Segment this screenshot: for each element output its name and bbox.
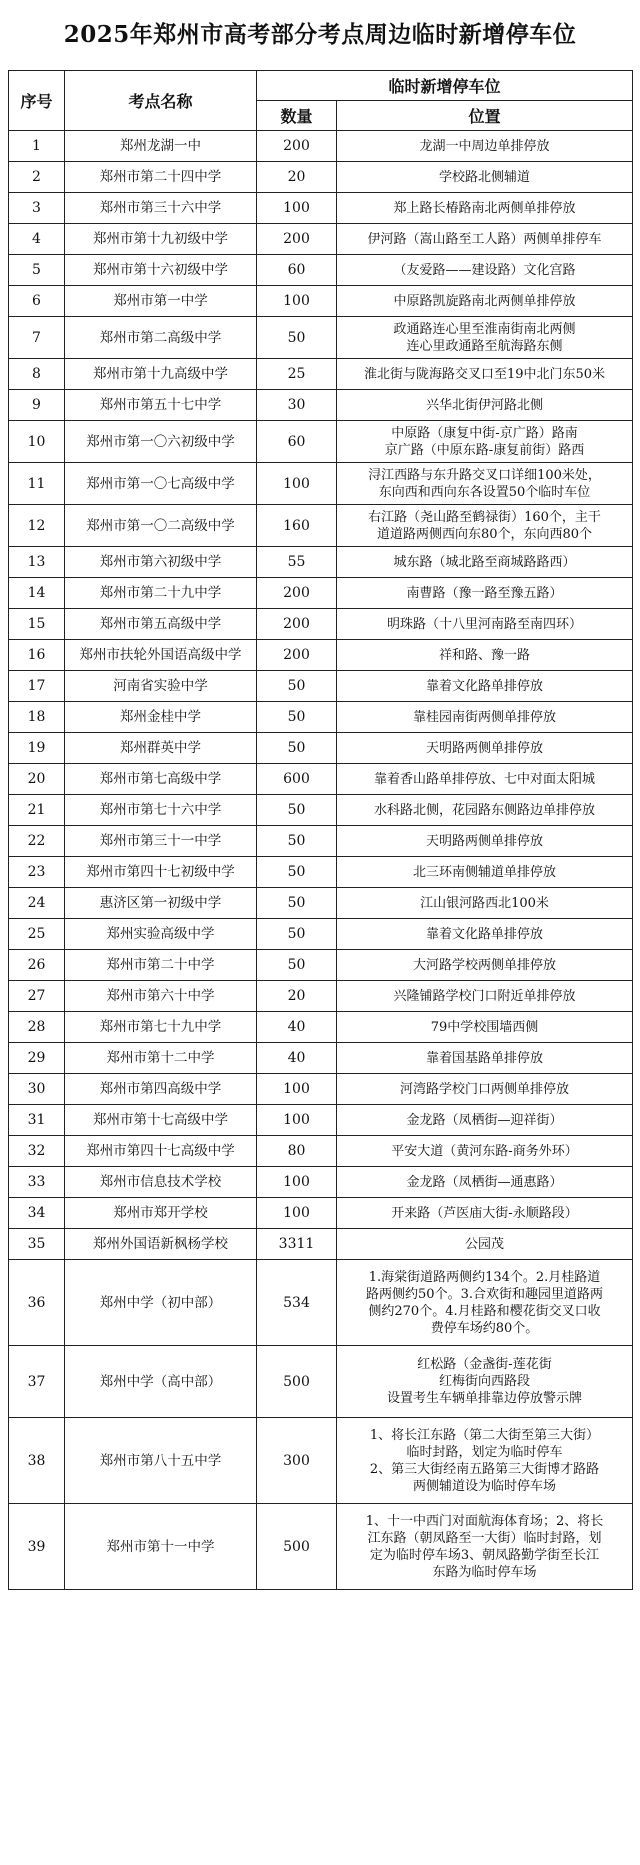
exam-site-name: 郑州市第一〇二高级中学 xyxy=(65,505,257,547)
exam-site-name: 郑州市第二十九中学 xyxy=(65,578,257,609)
parking-count: 50 xyxy=(257,317,337,359)
parking-count: 100 xyxy=(257,193,337,224)
exam-site-name: 郑州市第十一中学 xyxy=(65,1504,257,1590)
parking-count: 3311 xyxy=(257,1229,337,1260)
exam-site-name: 郑州市第四十七初级中学 xyxy=(65,857,257,888)
table-row xyxy=(9,671,633,702)
parking-count: 20 xyxy=(257,162,337,193)
parking-count: 50 xyxy=(257,888,337,919)
row-index: 8 xyxy=(9,359,65,390)
parking-location: 城东路（城北路至商城路路西） xyxy=(337,547,633,578)
table-row xyxy=(9,640,633,671)
row-index: 7 xyxy=(9,317,65,359)
row-index: 21 xyxy=(9,795,65,826)
table-row xyxy=(9,1229,633,1260)
parking-location: 明珠路（十八里河南路至南四环） xyxy=(337,609,633,640)
table-row xyxy=(9,857,633,888)
exam-site-name: 郑州市第十九高级中学 xyxy=(65,359,257,390)
table-row xyxy=(9,224,633,255)
row-index: 16 xyxy=(9,640,65,671)
parking-location: 金龙路（凤栖街—迎祥街） xyxy=(337,1105,633,1136)
exam-site-name: 郑州市第八十五中学 xyxy=(65,1418,257,1504)
table-row xyxy=(9,547,633,578)
table-row xyxy=(9,795,633,826)
exam-site-name: 郑州市第五十七中学 xyxy=(65,390,257,421)
parking-count: 50 xyxy=(257,795,337,826)
parking-count: 160 xyxy=(257,505,337,547)
row-index: 34 xyxy=(9,1198,65,1229)
table-row xyxy=(9,1105,633,1136)
row-index: 14 xyxy=(9,578,65,609)
header-name: 考点名称 xyxy=(65,71,257,131)
parking-location: 中原路（康复中街-京广路）路南 京广路（中原东路-康复前街）路西 xyxy=(337,421,633,463)
table-row xyxy=(9,1043,633,1074)
table-row xyxy=(9,733,633,764)
exam-site-name: 郑州市第二高级中学 xyxy=(65,317,257,359)
row-index: 17 xyxy=(9,671,65,702)
parking-location: 天明路两侧单排停放 xyxy=(337,826,633,857)
parking-count: 200 xyxy=(257,224,337,255)
parking-count: 100 xyxy=(257,1105,337,1136)
row-index: 26 xyxy=(9,950,65,981)
row-index: 30 xyxy=(9,1074,65,1105)
parking-location: 靠着文化路单排停放 xyxy=(337,919,633,950)
parking-location: 政通路连心里至淮南街南北两侧 连心里政通路至航海路东侧 xyxy=(337,317,633,359)
exam-site-name: 郑州市第三十一中学 xyxy=(65,826,257,857)
table-row xyxy=(9,390,633,421)
parking-location: 79中学校围墙西侧 xyxy=(337,1012,633,1043)
parking-count: 600 xyxy=(257,764,337,795)
row-index: 27 xyxy=(9,981,65,1012)
row-index: 4 xyxy=(9,224,65,255)
header-location: 位置 xyxy=(337,101,633,131)
row-index: 1 xyxy=(9,131,65,162)
exam-site-name: 郑州市扶轮外国语高级中学 xyxy=(65,640,257,671)
row-index: 13 xyxy=(9,547,65,578)
parking-count: 50 xyxy=(257,919,337,950)
table-row xyxy=(9,1346,633,1418)
parking-location: 伊河路（嵩山路至工人路）两侧单排停车 xyxy=(337,224,633,255)
header-count: 数量 xyxy=(257,101,337,131)
table-row xyxy=(9,919,633,950)
row-index: 2 xyxy=(9,162,65,193)
exam-site-name: 郑州市第十九初级中学 xyxy=(65,224,257,255)
exam-site-name: 郑州中学（初中部） xyxy=(65,1260,257,1346)
parking-location: 郑上路长椿路南北两侧单排停放 xyxy=(337,193,633,224)
parking-location: 靠着文化路单排停放 xyxy=(337,671,633,702)
row-index: 5 xyxy=(9,255,65,286)
parking-location: 淮北街与陇海路交叉口至19中北门东50米 xyxy=(337,359,633,390)
row-index: 38 xyxy=(9,1418,65,1504)
parking-location: 右江路（尧山路至鹤禄街）160个，主干 道道路两侧西向东80个，东向西80个 xyxy=(337,505,633,547)
table-row xyxy=(9,826,633,857)
parking-count: 80 xyxy=(257,1136,337,1167)
parking-location: 平安大道（黄河东路-商务外环） xyxy=(337,1136,633,1167)
table-row xyxy=(9,1418,633,1504)
exam-site-name: 郑州市第一〇六初级中学 xyxy=(65,421,257,463)
table-row xyxy=(9,1136,633,1167)
parking-location: 中原路凯旋路南北两侧单排停放 xyxy=(337,286,633,317)
parking-location: 靠着香山路单排停放、七中对面太阳城 xyxy=(337,764,633,795)
parking-count: 200 xyxy=(257,640,337,671)
exam-site-name: 河南省实验中学 xyxy=(65,671,257,702)
row-index: 23 xyxy=(9,857,65,888)
parking-location: 浔江西路与东升路交叉口详细100米处， 东向西和西向东各设置50个临时车位 xyxy=(337,463,633,505)
exam-site-name: 郑州实验高级中学 xyxy=(65,919,257,950)
table-row xyxy=(9,1074,633,1105)
table-row xyxy=(9,359,633,390)
table-row xyxy=(9,981,633,1012)
parking-location: （友爱路——建设路）文化宫路 xyxy=(337,255,633,286)
exam-site-name: 郑州市第五高级中学 xyxy=(65,609,257,640)
exam-site-name: 郑州市第四十七高级中学 xyxy=(65,1136,257,1167)
table-row xyxy=(9,131,633,162)
parking-count: 100 xyxy=(257,1167,337,1198)
parking-count: 100 xyxy=(257,1198,337,1229)
parking-count: 60 xyxy=(257,255,337,286)
parking-location: 金龙路（凤栖街—通惠路） xyxy=(337,1167,633,1198)
table-row xyxy=(9,193,633,224)
parking-location: 靠桂园南街两侧单排停放 xyxy=(337,702,633,733)
parking-location: 学校路北侧辅道 xyxy=(337,162,633,193)
row-index: 11 xyxy=(9,463,65,505)
parking-count: 300 xyxy=(257,1418,337,1504)
exam-site-name: 郑州市第十六初级中学 xyxy=(65,255,257,286)
exam-site-name: 郑州市第七高级中学 xyxy=(65,764,257,795)
row-index: 31 xyxy=(9,1105,65,1136)
parking-count: 40 xyxy=(257,1043,337,1074)
parking-location: 龙湖一中周边单排停放 xyxy=(337,131,633,162)
exam-site-name: 郑州市信息技术学校 xyxy=(65,1167,257,1198)
row-index: 25 xyxy=(9,919,65,950)
parking-location: 河湾路学校门口两侧单排停放 xyxy=(337,1074,633,1105)
parking-count: 50 xyxy=(257,702,337,733)
row-index: 15 xyxy=(9,609,65,640)
parking-count: 20 xyxy=(257,981,337,1012)
exam-site-name: 郑州金桂中学 xyxy=(65,702,257,733)
parking-location: 江山银河路西北100米 xyxy=(337,888,633,919)
parking-location: 天明路两侧单排停放 xyxy=(337,733,633,764)
row-index: 29 xyxy=(9,1043,65,1074)
table-row xyxy=(9,317,633,359)
exam-site-name: 郑州市第四高级中学 xyxy=(65,1074,257,1105)
exam-site-name: 郑州群英中学 xyxy=(65,733,257,764)
table-row xyxy=(9,702,633,733)
parking-count: 100 xyxy=(257,286,337,317)
row-index: 22 xyxy=(9,826,65,857)
exam-site-name: 惠济区第一初级中学 xyxy=(65,888,257,919)
row-index: 6 xyxy=(9,286,65,317)
page-title: 2025年郑州市高考部分考点周边临时新增停车位 xyxy=(63,21,577,48)
row-index: 24 xyxy=(9,888,65,919)
parking-count: 50 xyxy=(257,826,337,857)
table-row xyxy=(9,578,633,609)
table-row xyxy=(9,1198,633,1229)
table-row xyxy=(9,1167,633,1198)
parking-count: 25 xyxy=(257,359,337,390)
parking-count: 50 xyxy=(257,950,337,981)
table-row xyxy=(9,505,633,547)
parking-location: 红松路（金盏街-莲花街 红梅街向西路段 设置考生车辆单排靠边停放警示牌 xyxy=(337,1346,633,1418)
parking-location: 1.海棠街道路两侧约134个。2.月桂路道 路两侧约50个。3.合欢街和趣园里道路两 侧约270个。4.月桂路和樱花街交叉口收 费停车场约80个。 xyxy=(337,1260,633,1346)
parking-count: 40 xyxy=(257,1012,337,1043)
parking-count: 200 xyxy=(257,131,337,162)
parking-table xyxy=(8,70,633,1590)
parking-location: 南曹路（豫一路至豫五路） xyxy=(337,578,633,609)
parking-location: 大河路学校两侧单排停放 xyxy=(337,950,633,981)
table-row xyxy=(9,888,633,919)
parking-count: 200 xyxy=(257,578,337,609)
header-group: 临时新增停车位 xyxy=(257,71,633,101)
row-index: 20 xyxy=(9,764,65,795)
parking-count: 200 xyxy=(257,609,337,640)
row-index: 12 xyxy=(9,505,65,547)
row-index: 37 xyxy=(9,1346,65,1418)
exam-site-name: 郑州龙湖一中 xyxy=(65,131,257,162)
table-row xyxy=(9,162,633,193)
table-row xyxy=(9,463,633,505)
parking-location: 北三环南侧辅道单排停放 xyxy=(337,857,633,888)
exam-site-name: 郑州市第六初级中学 xyxy=(65,547,257,578)
parking-count: 50 xyxy=(257,857,337,888)
parking-count: 50 xyxy=(257,671,337,702)
row-index: 9 xyxy=(9,390,65,421)
exam-site-name: 郑州市第七十六中学 xyxy=(65,795,257,826)
row-index: 33 xyxy=(9,1167,65,1198)
parking-location: 公园茂 xyxy=(337,1229,633,1260)
parking-location: 1、将长江东路（第二大街至第三大街） 临时封路，划定为临时停车 2、第三大街经南五路第三大街博才路路 两侧辅道设为临时停车场 xyxy=(337,1418,633,1504)
table-row xyxy=(9,421,633,463)
exam-site-name: 郑州市第一〇七高级中学 xyxy=(65,463,257,505)
row-index: 10 xyxy=(9,421,65,463)
parking-location: 兴隆铺路学校门口附近单排停放 xyxy=(337,981,633,1012)
parking-count: 30 xyxy=(257,390,337,421)
parking-location: 祥和路、豫一路 xyxy=(337,640,633,671)
row-index: 19 xyxy=(9,733,65,764)
exam-site-name: 郑州外国语新枫杨学校 xyxy=(65,1229,257,1260)
table-row xyxy=(9,1012,633,1043)
parking-location: 靠着国基路单排停放 xyxy=(337,1043,633,1074)
row-index: 3 xyxy=(9,193,65,224)
exam-site-name: 郑州市郑开学校 xyxy=(65,1198,257,1229)
parking-count: 60 xyxy=(257,421,337,463)
exam-site-name: 郑州市第六十中学 xyxy=(65,981,257,1012)
parking-location: 1、十一中西门对面航海体育场；2、将长 江东路（朝凤路至一大街）临时封路，划 定为临时停车场3、朝凤路勤学街至长江 东路为临时停车场 xyxy=(337,1504,633,1590)
row-index: 28 xyxy=(9,1012,65,1043)
row-index: 32 xyxy=(9,1136,65,1167)
header-index: 序号 xyxy=(9,71,65,131)
exam-site-name: 郑州市第二十中学 xyxy=(65,950,257,981)
parking-count: 534 xyxy=(257,1260,337,1346)
parking-count: 50 xyxy=(257,733,337,764)
parking-count: 100 xyxy=(257,1074,337,1105)
exam-site-name: 郑州市第一中学 xyxy=(65,286,257,317)
table-row xyxy=(9,286,633,317)
exam-site-name: 郑州市第三十六中学 xyxy=(65,193,257,224)
row-index: 35 xyxy=(9,1229,65,1260)
exam-site-name: 郑州市第十二中学 xyxy=(65,1043,257,1074)
exam-site-name: 郑州中学（高中部） xyxy=(65,1346,257,1418)
row-index: 36 xyxy=(9,1260,65,1346)
parking-location: 水科路北侧，花园路东侧路边单排停放 xyxy=(337,795,633,826)
table-row xyxy=(9,764,633,795)
parking-location: 开来路（芦医庙大街-永顺路段） xyxy=(337,1198,633,1229)
table-row xyxy=(9,609,633,640)
table-row xyxy=(9,255,633,286)
parking-location: 兴华北街伊河路北侧 xyxy=(337,390,633,421)
table-row xyxy=(9,1504,633,1590)
parking-count: 500 xyxy=(257,1504,337,1590)
parking-count: 100 xyxy=(257,463,337,505)
parking-count: 500 xyxy=(257,1346,337,1418)
table-row xyxy=(9,1260,633,1346)
row-index: 18 xyxy=(9,702,65,733)
table-body xyxy=(9,131,633,1590)
table-row xyxy=(9,950,633,981)
row-index: 39 xyxy=(9,1504,65,1590)
exam-site-name: 郑州市第七十九中学 xyxy=(65,1012,257,1043)
parking-count: 55 xyxy=(257,547,337,578)
exam-site-name: 郑州市第十七高级中学 xyxy=(65,1105,257,1136)
exam-site-name: 郑州市第二十四中学 xyxy=(65,162,257,193)
